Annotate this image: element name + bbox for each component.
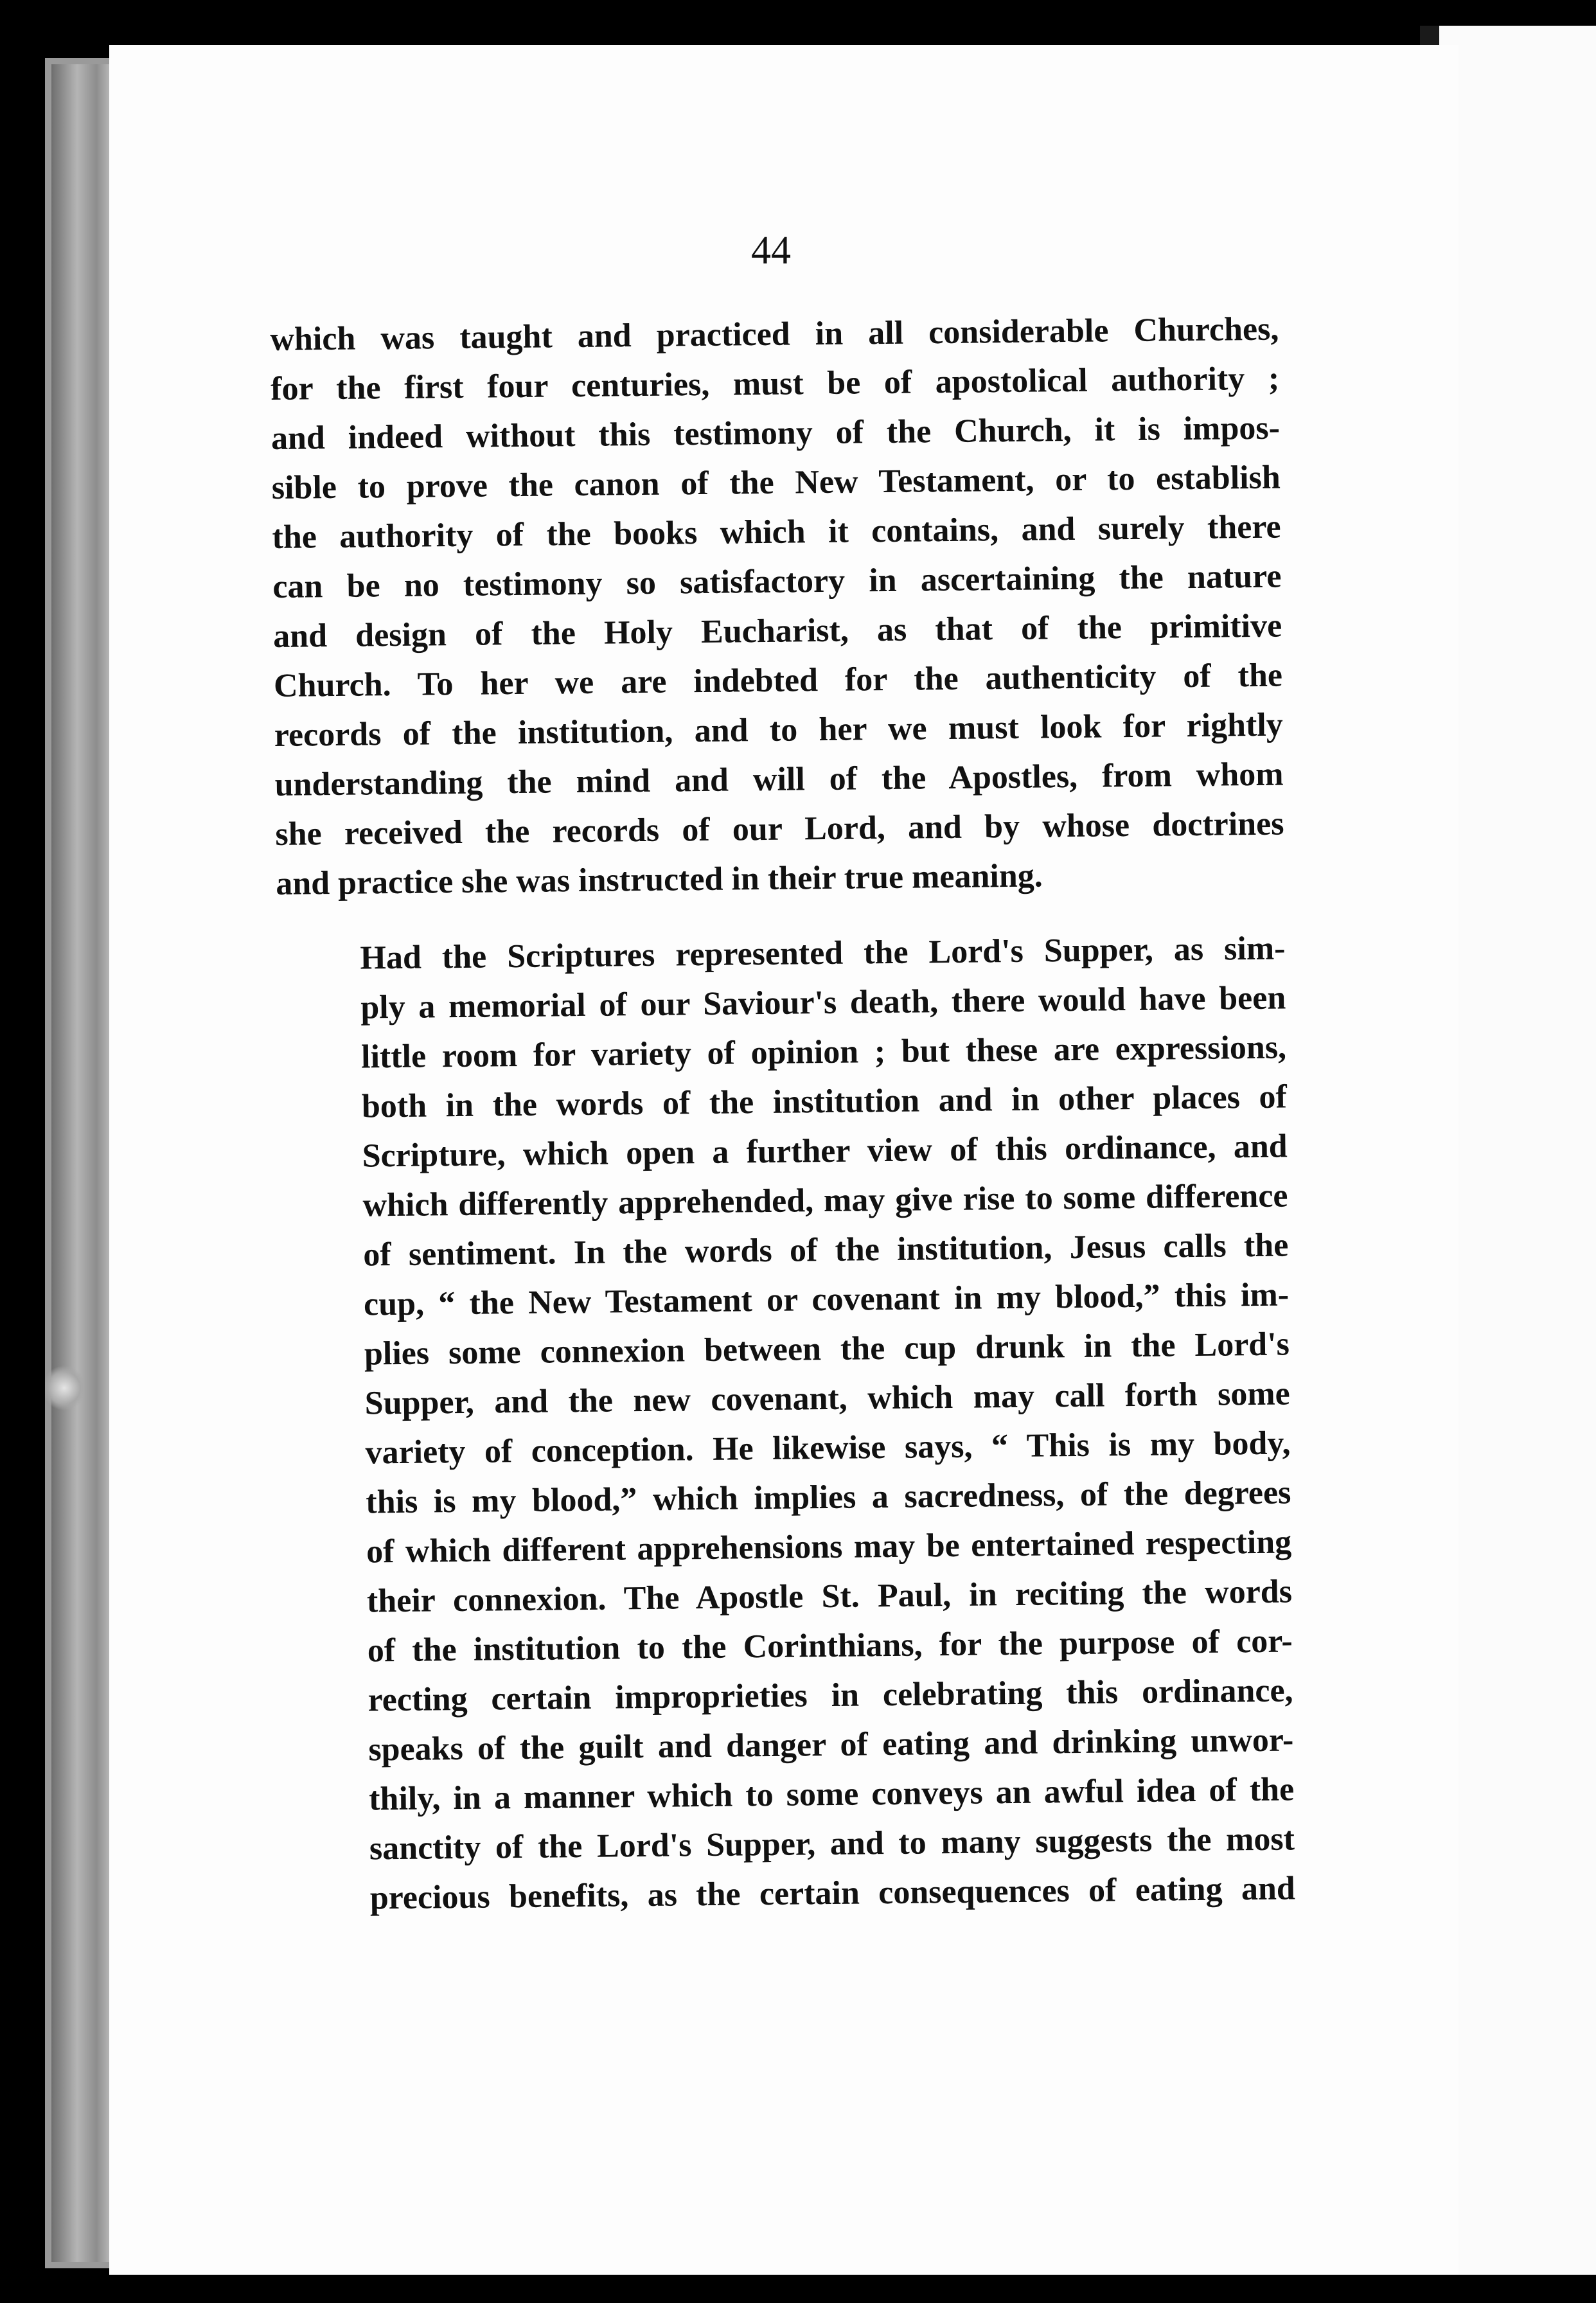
paragraph-1: [270, 305, 1285, 909]
text-line: this is my blood,” which implies a sacredness, of the degrees: [366, 1474, 1291, 1521]
body-text: [270, 305, 1295, 1924]
facing-page: [1439, 26, 1596, 2275]
page-number: 44: [751, 229, 791, 272]
text-line: cup, “ the New Testament or covenant in my blood,” this im-: [363, 1276, 1290, 1323]
text-line: Scripture, which open a further view of this ordinance, and: [362, 1128, 1288, 1175]
text-line: which differently apprehended, may give rise to some difference: [362, 1177, 1288, 1224]
text-line: the authority of the books which it contains, and surely there: [272, 508, 1281, 556]
text-line: variety of conception. He likewise says, “ This is my body,: [365, 1425, 1291, 1472]
page-edge: [51, 64, 116, 2262]
text-line: which was taught and practiced in all considerable Churches,: [270, 310, 1279, 358]
text-line: sanctity of the Lord's Supper, and to many suggests the most: [369, 1820, 1295, 1867]
text-line: plies some connexion between the cup drunk in the Lord's: [364, 1326, 1290, 1373]
text-line: ply a memorial of our Saviour's death, there would have been: [360, 979, 1286, 1026]
text-line: both in the words of the institution and in other places of: [361, 1078, 1288, 1125]
text-line: recting certain improprieties in celebrating this ordinance,: [368, 1672, 1293, 1719]
text-line: and indeed without this testimony of the Church, it is impos-: [270, 409, 1281, 457]
text-line: precious benefits, as the certain consequences of eating and: [369, 1870, 1296, 1917]
text-line: records of the institution, and to her we must look for rightly: [274, 706, 1284, 754]
text-line: thily, in a manner which to some conveys an awful idea of the: [368, 1771, 1295, 1818]
text-line: and practice she was instructed in their true meaning.: [275, 857, 1043, 902]
text-line: understanding the mind and will of the Apostles, from whom: [274, 756, 1284, 803]
text-line: and design of the Holy Eucharist, as that of the primitive: [272, 607, 1282, 655]
text-line: Church. To her we are indebted for the authenticity of the: [273, 657, 1283, 704]
text-line: their connexion. The Apostle St. Paul, in reciting the words: [366, 1573, 1293, 1620]
text-line: little room for variety of opinion ; but these are expressions,: [360, 1029, 1287, 1076]
paragraph-2: [276, 924, 1295, 1924]
text-line: of the institution to the Corinthians, for the purpose of cor-: [367, 1623, 1293, 1669]
text-line: of which different apprehensions may be entertained respecting: [366, 1524, 1292, 1570]
text-line: for the first four centuries, must be of apostolical authority ;: [270, 360, 1280, 407]
text-line: Supper, and the new covenant, which may call forth some: [364, 1375, 1290, 1422]
text-line: of sentiment. In the words of the institution, Jesus calls the: [363, 1227, 1289, 1274]
margin-smudge: [45, 1362, 84, 1414]
text-line: sible to prove the canon of the New Testament, or to establish: [271, 459, 1281, 506]
text-line: she received the records of our Lord, and by whose doctrines: [275, 805, 1284, 853]
text-line: speaks of the guilt and danger of eating and drinking unwor-: [368, 1721, 1294, 1768]
text-line: can be no testimony so satisfactory in ascertaining the nature: [272, 558, 1282, 605]
text-line: Had the Scriptures represented the Lord's Supper, as sim-: [360, 930, 1286, 977]
